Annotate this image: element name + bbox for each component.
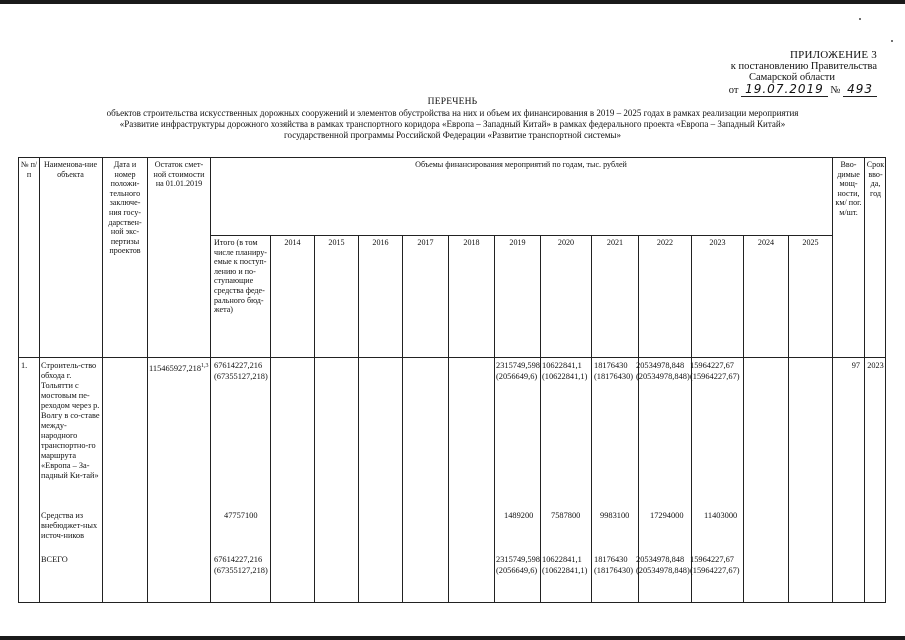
header-year: 2016 [372,238,389,247]
document-subtitle-line: объектов строительства искусственных дорожных сооружений и элементов обустройства на них и объем их финансирования в 2019 – 2025 годах в рамках реализации мероприятия [106,108,799,118]
header-year: 2018 [463,238,480,247]
date-value: 19.07.2019 [741,82,828,97]
row-name: Строитель-ство обхода г. Тольятти с мостовым пе-реходом через р. Волгу в со-ставе между-народного транспортно-го маршрута «Европа – За-падный Ки-тай» [41,361,100,480]
header-num: № п/п [20,160,38,179]
row-value-2021: 18176430 (18176430) [594,555,634,575]
row-value-2019: 2315749,598 (2056649,6) [496,361,540,381]
col-divider [691,235,692,603]
row-total: 67614227,216 (67355127,218) [214,555,268,575]
col-divider [591,235,592,603]
appendix-block [677,50,877,96]
col-divider [314,235,315,603]
document-heading: ПЕРЕЧЕНЬ [427,97,478,107]
appendix-line1: к постановлению Правительства [730,61,877,72]
document-subtitle-line: государственной программы Российской Федерации «Развитие транспортной системы» [284,130,621,140]
row-value-2023: 15964227,67 (15964227,67) [690,555,740,575]
col-divider [402,235,403,603]
scan-bottom-edge [0,636,905,640]
row-value-2021: 9983100 [600,511,630,520]
col-divider [540,235,541,603]
col-divider [147,157,148,603]
row-name: ВСЕГО [41,555,68,564]
years-header-line [210,235,832,236]
col-divider [788,235,789,603]
col-divider [743,235,744,603]
header-capacity: Вво-димые мощ-ности, км/ пог. м/шт. [835,160,862,217]
col-divider [18,157,19,603]
header-year: 2015 [328,238,345,247]
header-year: 2017 [417,238,434,247]
row-value-2023: 15964227,67 (15964227,67) [690,361,740,381]
header-funding: Объемы финансирования мероприятий по годам, тыс. рублей [415,160,627,169]
col-divider [358,235,359,603]
col-divider [832,157,833,603]
col-divider [864,157,865,603]
appendix-title: ПРИЛОЖЕНИЕ 3 [790,49,877,61]
col-divider [39,157,40,603]
header-name: Наименова-ние объекта [43,160,98,179]
col-divider [638,235,639,603]
header-term: Срок вво-да, год [866,160,885,198]
header-remainder: Остаток смет-ной стоимости на 01.01.2019 [153,160,205,189]
header-year: 2020 [557,238,575,247]
header-bottom-line [18,357,886,358]
row-total: 67614227,216 (67355127,218) [214,361,268,381]
date-prefix: от [728,85,739,96]
header-year: 2024 [757,238,775,247]
row-value-2020: 10622841,1 (10622841,1) [542,361,588,381]
row-capacity: 97 [851,361,860,370]
row-value-2023: 11403000 [704,511,738,520]
row-term: 2023 [867,361,884,370]
row-value-2022: 20534978,848 (20534978,848) [636,555,690,575]
row-value-2021: 18176430 (18176430) [594,361,634,381]
header-year: 2021 [606,238,624,247]
scan-top-edge [0,0,905,4]
table-border-top [18,157,886,158]
col-divider [270,235,271,603]
number-prefix: № [830,85,841,96]
header-year: 2022 [656,238,674,247]
row-value-2022: 20534978,848 (20534978,848) [636,361,690,381]
row-value-2020: 10622841,1 (10622841,1) [542,555,588,575]
number-value: 493 [843,82,877,97]
header-year: 2023 [709,238,726,247]
header-total: Итого (в том числе планиру-емые к поступ-лению и по-ступающие средства феде-рального бюд-жета) [214,238,267,315]
financing-table [18,157,886,603]
row-remainder: 115465927,218$^{1,3}$ [149,363,209,373]
header-date: Дата и номер положи-тельного заключе-ния госу-дарствен-ной экс-пертизы проектов [108,160,142,256]
col-divider [210,157,211,603]
scan-speck [859,18,861,20]
document-subtitle-line: «Развитие инфраструктуры дорожного хозяйства в рамках транспортного коридора «Европа – Западный Китай» в рамках федерального проекта «Европа – Западный Китай» [119,119,786,129]
col-divider [885,157,886,603]
row-total: 47757100 [224,511,258,520]
row-value-2019: 1489200 [504,511,534,520]
row-name: Средства из внебюджет-ных источ-ников [41,511,98,540]
table-border-bottom [18,602,886,603]
col-divider [494,235,495,603]
col-divider [102,157,103,603]
scan-speck [891,40,893,42]
header-year: 2025 [802,238,819,247]
appendix-line2: Самарской области [749,72,835,83]
row-value-2020: 7587800 [551,511,581,520]
header-year: 2019 [509,238,526,247]
row-num: 1. [21,361,28,370]
row-value-2022: 17294000 [650,511,684,520]
col-divider [448,235,449,603]
header-year: 2014 [284,238,301,247]
appendix-dateline [677,84,877,96]
row-value-2019: 2315749,598 (2056649,6) [496,555,540,575]
document-title [0,97,905,141]
